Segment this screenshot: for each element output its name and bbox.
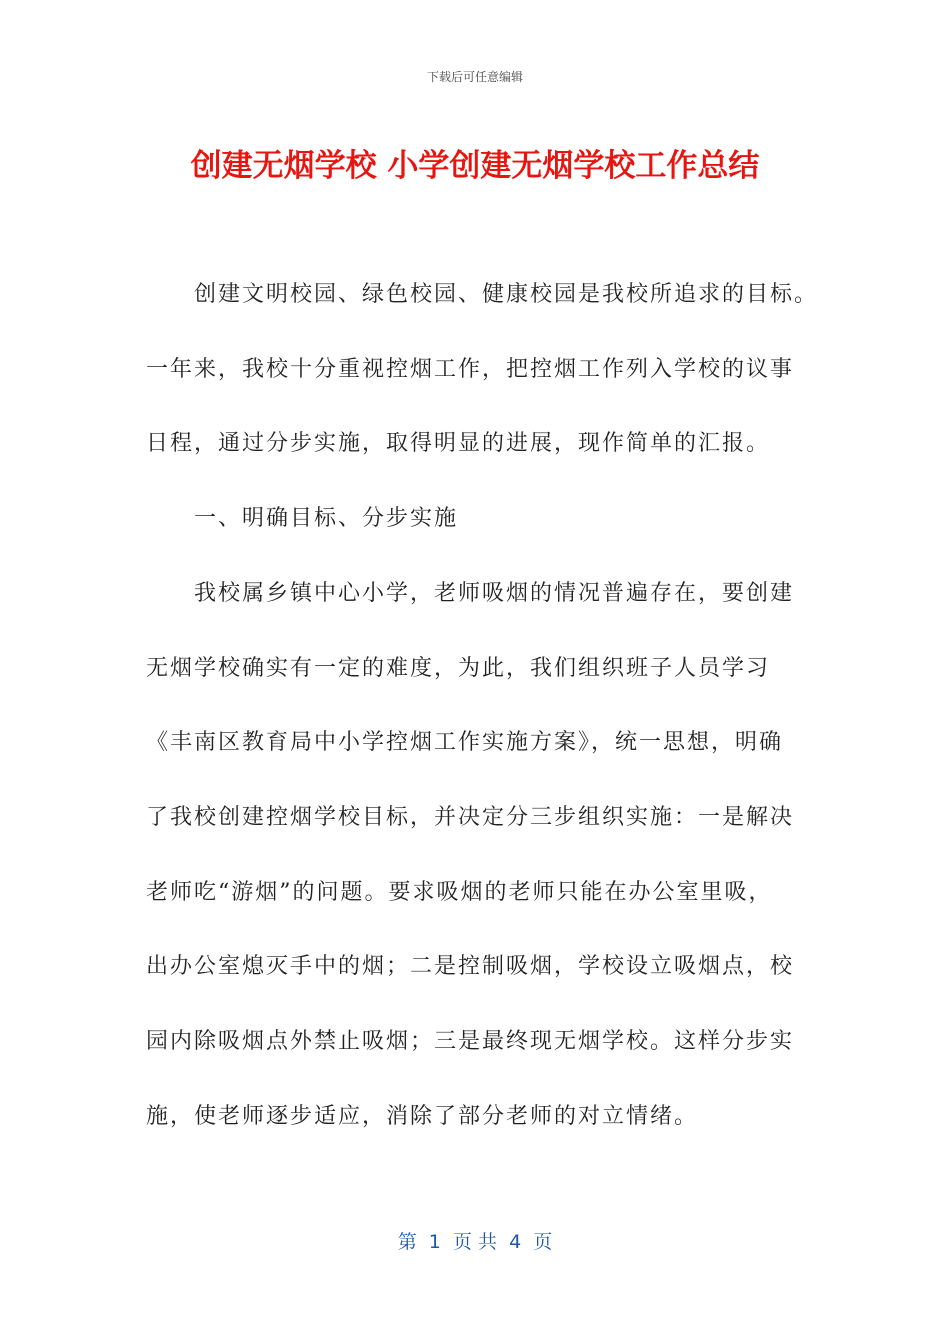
paragraph-line: 出办公室熄灭手中的烟；二是控制吸烟，学校设立吸烟点，校 — [146, 954, 795, 980]
paragraph-line: 老师吃“游烟”的问题。要求吸烟的老师只能在办公室里吸， — [146, 879, 773, 905]
page-number-footer: 第 1 页 共 4 页 — [397, 1231, 553, 1253]
paragraph-line: 日程，通过分步实施，取得明显的进展，现作简单的汇报。 — [146, 431, 771, 457]
document-title: 创建无烟学校 小学创建无烟学校工作总结 — [190, 148, 760, 184]
paragraph-line: 一年来，我校十分重视控烟工作，把控烟工作列入学校的议事 — [146, 356, 795, 382]
paragraph-line: 园内除吸烟点外禁止吸烟；三是最终现无烟学校。这样分步实 — [146, 1029, 795, 1055]
paragraph-line: 施，使老师逐步适应，消除了部分老师的对立情绪。 — [146, 1103, 699, 1129]
paragraph-line: 《丰南区教育局中小学控烟工作实施方案》，统一思想，明确 — [146, 730, 784, 756]
header-note: 下载后可任意编辑 — [426, 70, 523, 84]
section-heading: 一、明确目标、分步实施 — [194, 506, 459, 532]
paragraph-line: 我校属乡镇中心小学，老师吸烟的情况普遍存在，要创建 — [194, 580, 795, 606]
document-body — [146, 258, 819, 1154]
paragraph-line: 无烟学校确实有一定的难度，为此，我们组织班子人员学习 — [146, 655, 771, 681]
paragraph-line: 了我校创建控烟学校目标，并决定分三步组织实施：一是解决 — [146, 804, 795, 830]
paragraph-line: 创建文明校园、绿色校园、健康校园是我校所追求的目标。 — [194, 282, 819, 307]
